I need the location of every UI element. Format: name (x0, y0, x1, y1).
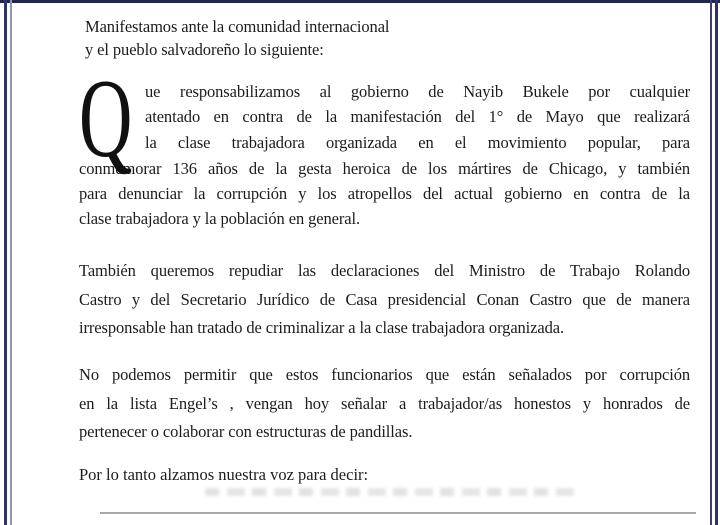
dropcap-paragraph-indented-lines (145, 79, 690, 155)
text-line: la clase trabajadora organizada en el movimiento popular, para (145, 132, 690, 152)
closing-line: Por lo tanto alzamos nuestra voz para decir: (79, 465, 369, 484)
text-line: Manifestamos ante la comunidad internacional (85, 17, 390, 36)
paragraph-repudiar-declaraciones (79, 257, 690, 343)
text-line: para denunciar la corrupción y los atropellos del actual gobierno en contra de la (79, 183, 690, 203)
text-line: Castro y del Secretario Jurídico de Casa presidencial Conan Castro que de manera (79, 289, 690, 309)
page-border-left-outer (4, 0, 7, 525)
dropcap-paragraph-full-lines (79, 156, 690, 232)
text-line: No podemos permitir que estos funcionarios que están señalados por corrupción (79, 365, 690, 384)
page-border-right-inner (710, 0, 712, 525)
text-line: pertenecer o colaborar con estructuras de pandillas. (79, 422, 413, 441)
text-line: irresponsable han tratado de criminalizar a la clase trabajadora organizada. (79, 318, 565, 337)
paragraph-lista-engel (79, 361, 690, 447)
text-line: También queremos repudiar las declaraciones del Ministro de Trabajo Rolando (79, 261, 690, 280)
faded-text-artifact (205, 488, 580, 496)
intro-paragraph (85, 16, 605, 61)
text-line: y el pueblo salvadoreño lo siguiente: (85, 39, 324, 59)
divider-rule (100, 512, 696, 514)
text-line: atentado en contra de la manifestación del 1° de Mayo que realizará (145, 107, 690, 127)
page-border-top (0, 0, 720, 3)
text-line: en la lista Engel’s , vengan hoy señalar a trabajador/as honestos y honrados de (79, 393, 690, 413)
text-line: ue responsabilizamos al gobierno de Nayib Bukele por cualquier (145, 82, 690, 101)
page-border-left-inner (10, 0, 12, 525)
text-line: clase trabajadora y la población en general. (79, 209, 360, 229)
page-border-right-outer (715, 0, 718, 525)
text-line: conmemorar 136 años de la gesta heroica de los mártires de Chicago, y también (79, 158, 690, 178)
dropcap-letter: Q (79, 57, 133, 181)
